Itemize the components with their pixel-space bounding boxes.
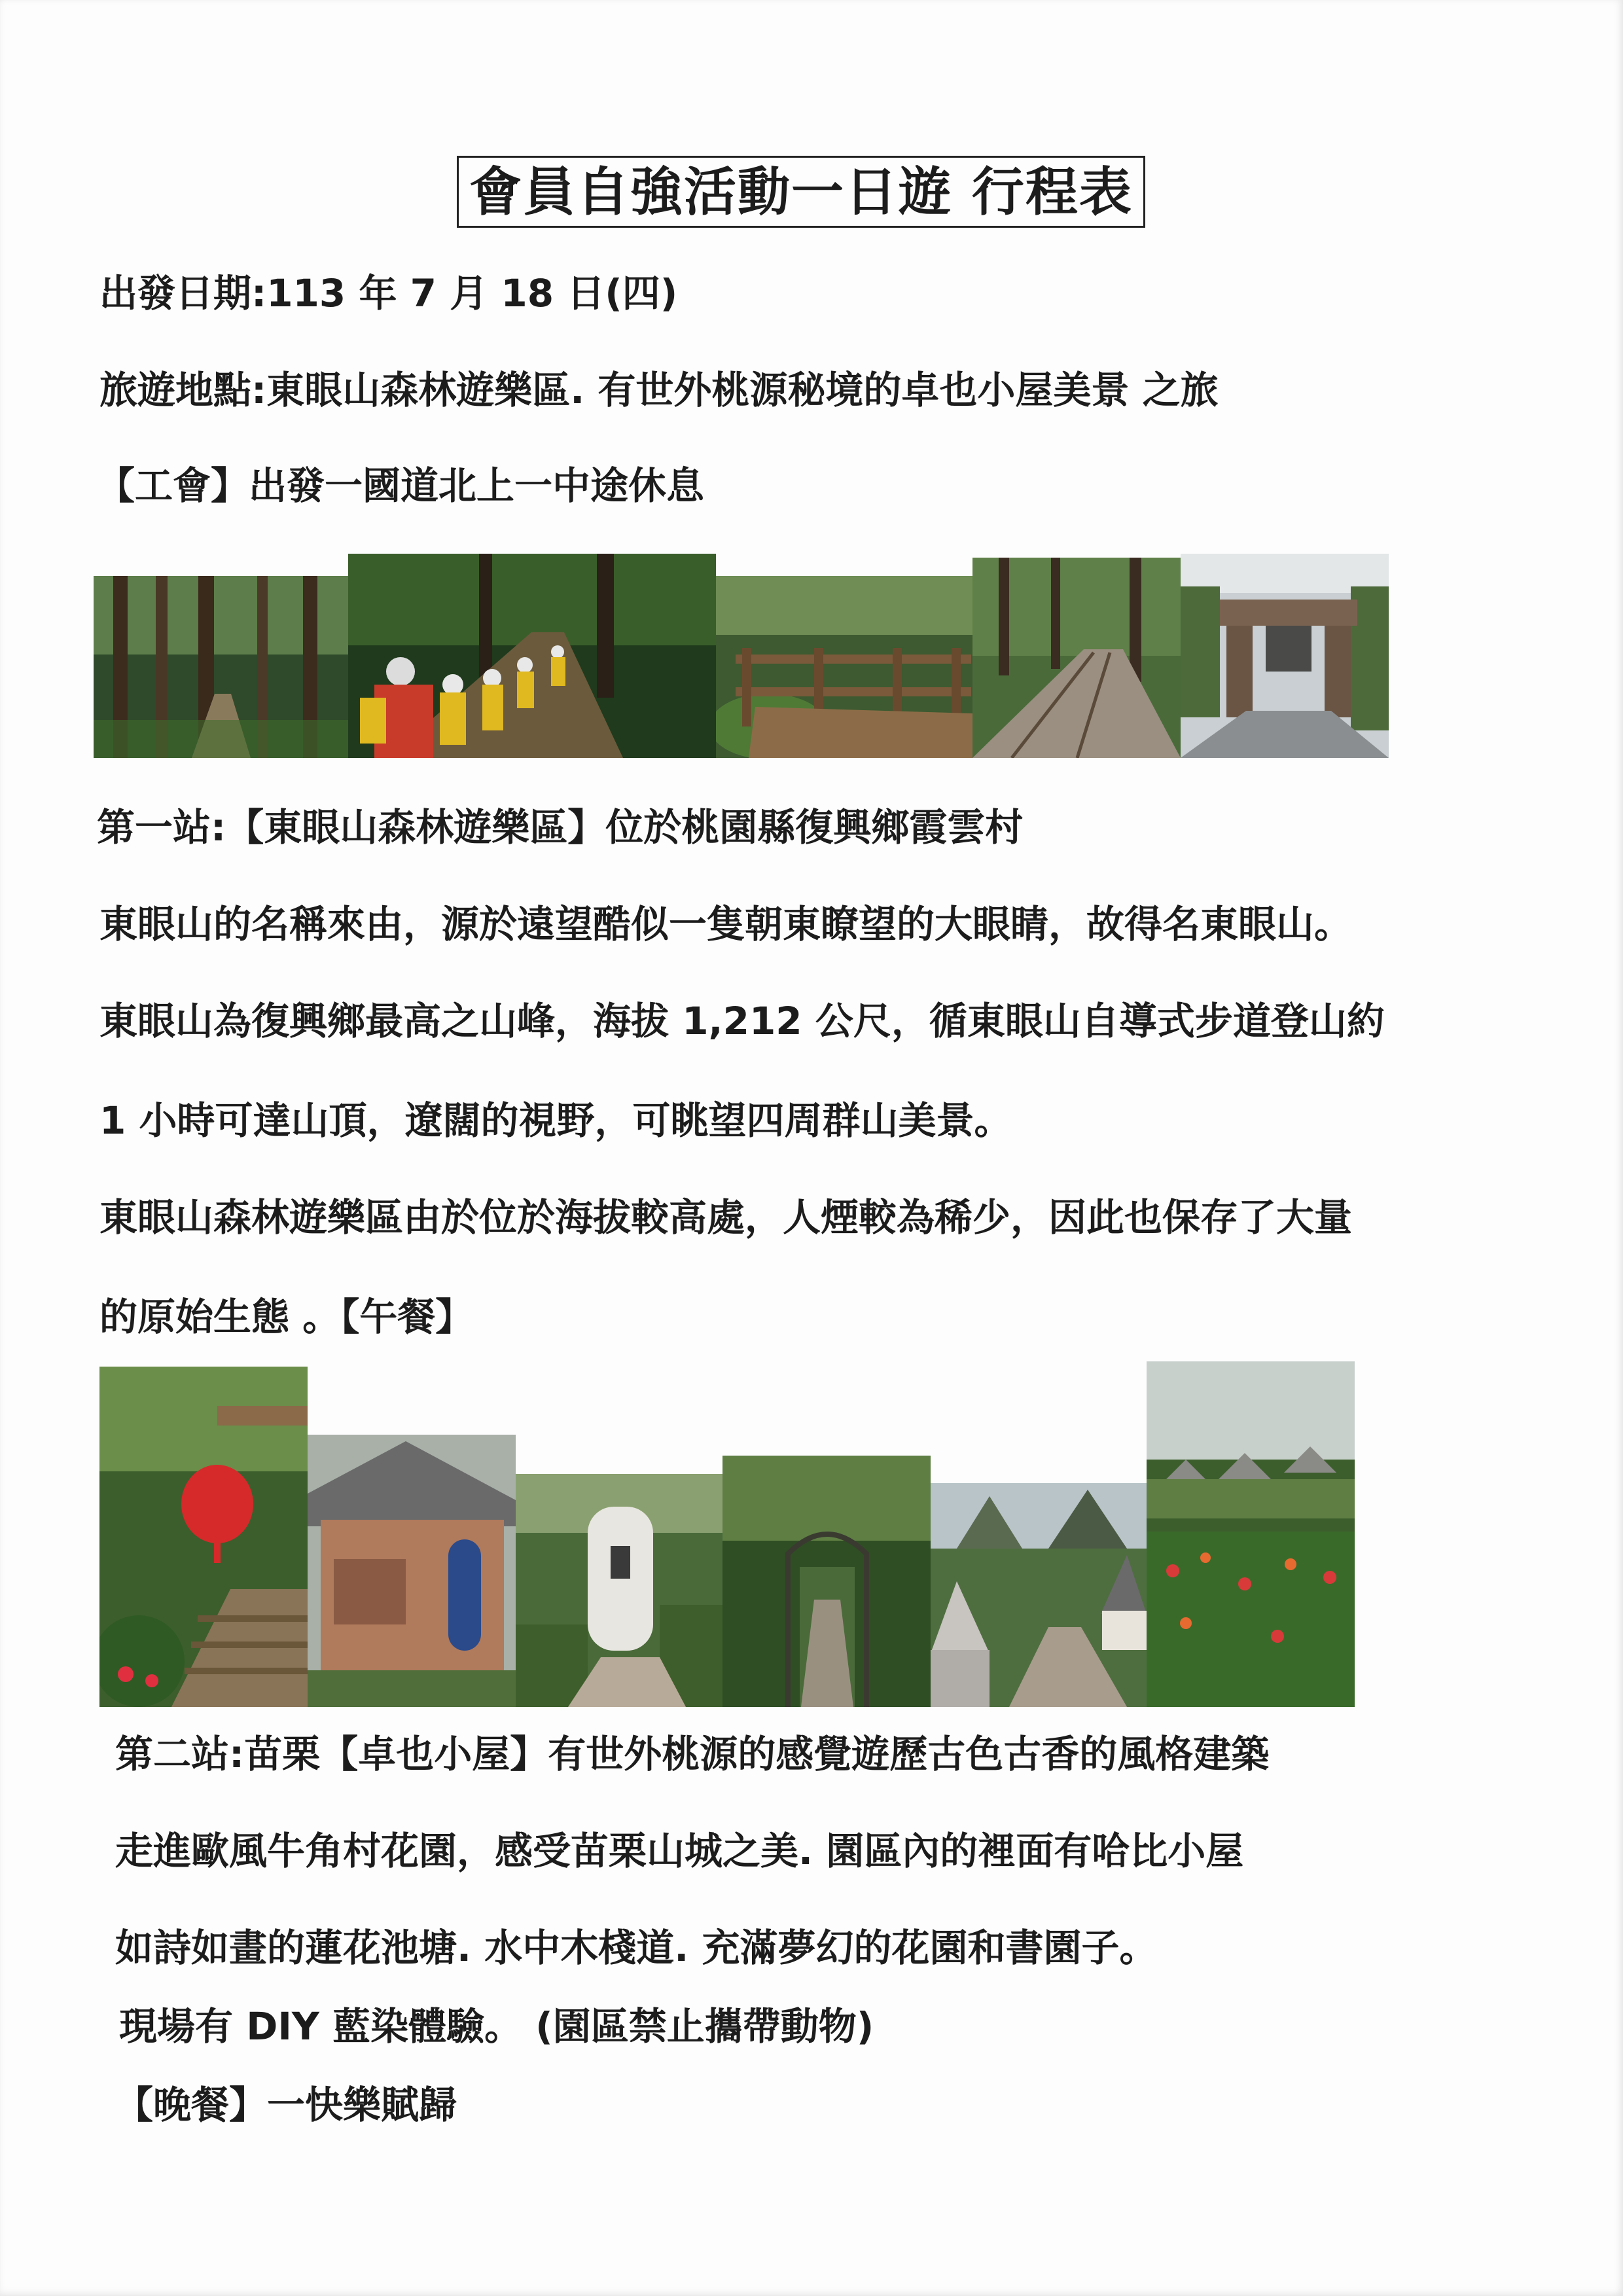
stop2-line-3: 現場有 DIY 藍染體驗。 (園區禁止攜帶動物): [119, 2004, 874, 2049]
route: 【工會】出發一國道北上一中途休息: [97, 463, 705, 508]
wooden-cottage-photo: [308, 1435, 516, 1707]
park-gate-photo: [1181, 554, 1389, 758]
departure-date: 出發日期:113 年 7 月 18 日(四): [99, 271, 678, 315]
stop2-line-1: 走進歐風牛角村花園，感受苗栗山城之美. 園區內的裡面有哈比小屋: [115, 1829, 1244, 1873]
stop2-heading: 第二站:苗栗【卓也小屋】有世外桃源的感覺遊歷古色古香的風格建築: [115, 1732, 1270, 1776]
mushroom-houses-photo: [931, 1483, 1147, 1707]
hikers-photo: [348, 554, 716, 758]
stop1-heading: 第一站:【東眼山森林遊樂區】位於桃園縣復興鄉霞雲村: [97, 805, 1024, 850]
stop1-line-1: 東眼山的名稱來由，源於遠望酷似一隻朝東瞭望的大眼睛，故得名東眼山。: [99, 902, 1353, 946]
forest-path-photo: [94, 576, 350, 758]
stop1-line-2: 東眼山為復興鄉最高之山峰，海拔 1,212 公尺，循東眼山自導式步道登山約: [99, 999, 1385, 1043]
wooden-bridge-photo: [716, 576, 972, 758]
page-title: 會員自強活動一日遊 行程表: [457, 156, 1145, 228]
flower-garden-photo: [1147, 1361, 1355, 1707]
stop1-line-3: 1 小時可達山頂，遼闊的視野，可眺望四周群山美景。: [99, 1098, 1012, 1143]
garden-gate-photo: [722, 1456, 931, 1707]
stop2-line-4: 【晚餐】一快樂賦歸: [115, 2083, 457, 2127]
destination: 旅遊地點:東眼山森林遊樂區. 有世外桃源秘境的卓也小屋美景 之旅: [99, 368, 1219, 412]
stop2-line-2: 如詩如畫的蓮花池塘. 水中木棧道. 充滿夢幻的花園和書園子。: [115, 1926, 1158, 1970]
hobbit-house-photo: [516, 1474, 722, 1707]
stop1-line-5: 的原始生態 。【午餐】: [99, 1295, 474, 1339]
railway-track-photo: [972, 558, 1181, 758]
lantern-stairs-photo: [99, 1367, 308, 1707]
stop1-line-4: 東眼山森林遊樂區由於位於海拔較高處，人煙較為稀少，因此也保存了大量: [99, 1195, 1353, 1240]
